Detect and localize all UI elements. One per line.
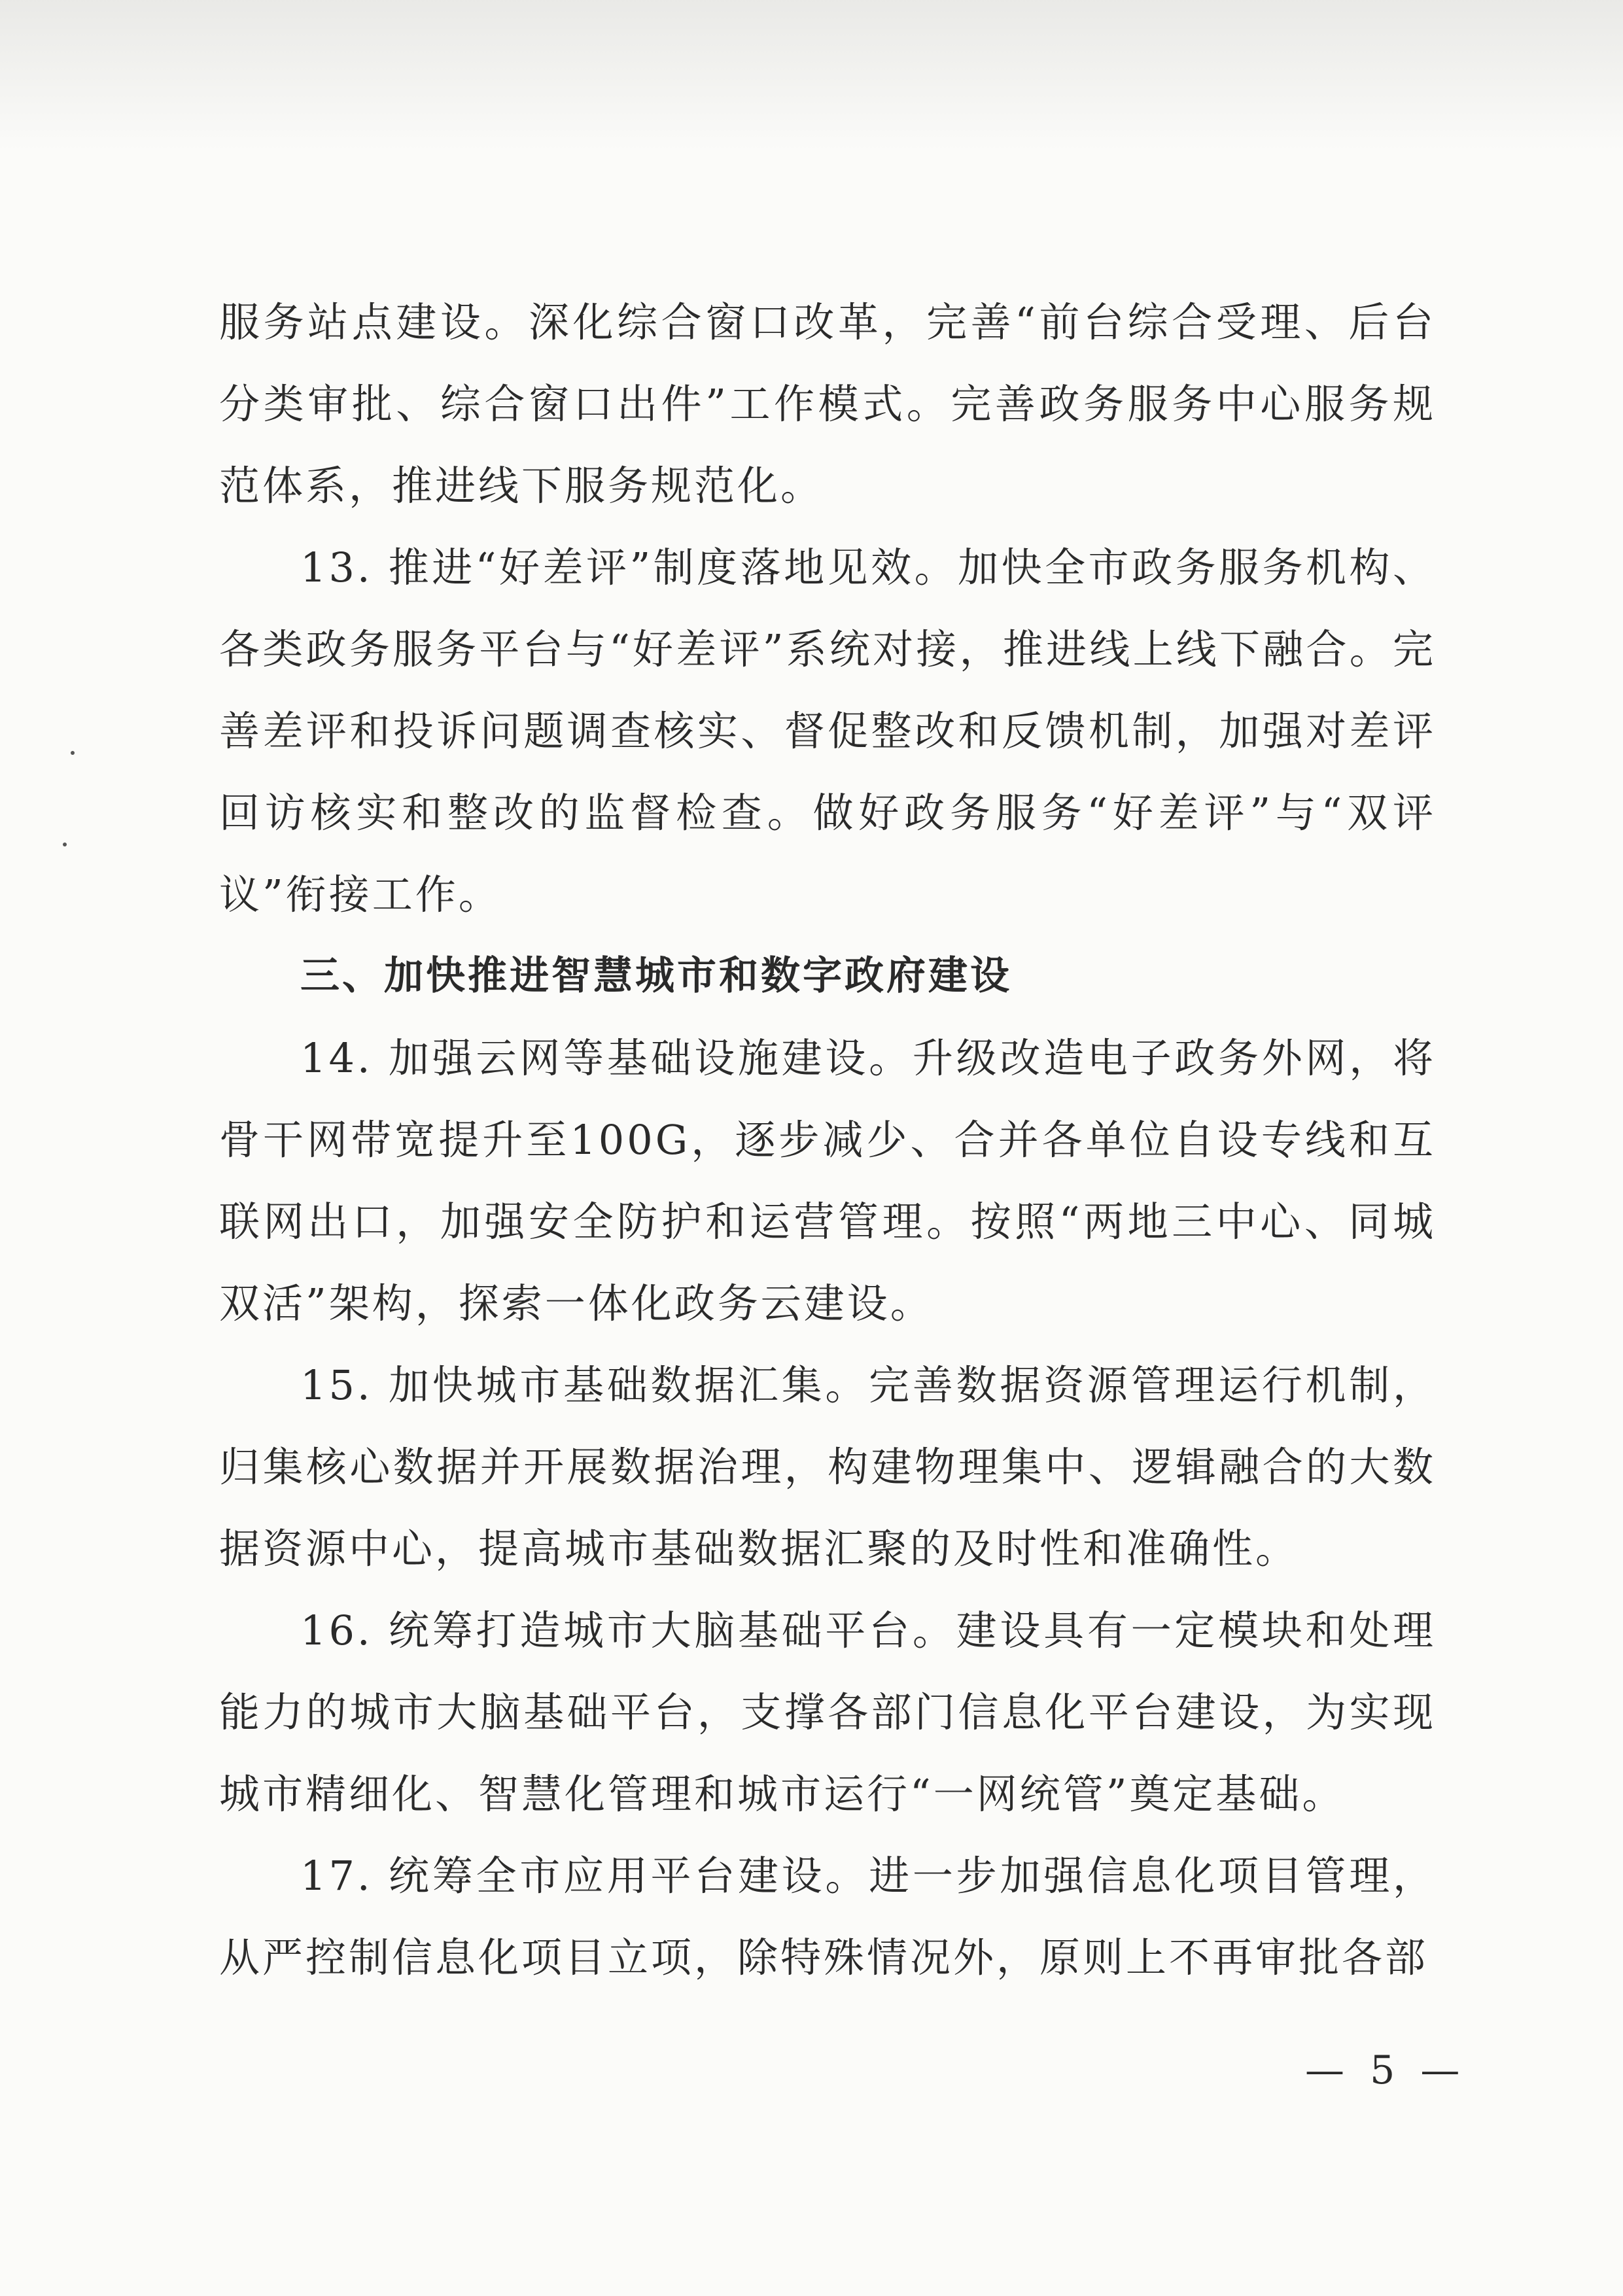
margin-dot (63, 843, 67, 846)
paragraph-item-15: 15. 加快城市基础数据汇集。完善数据资源管理运行机制，归集核心数据并开展数据治理，构建物理集中、逻辑融合的大数据资源中心，提高城市基础数据汇聚的及时性和准确性。 (219, 1361, 1436, 1573)
page-number: — 5 — (1305, 2047, 1467, 2093)
margin-dot (71, 751, 75, 755)
paragraph-continuation: 服务站点建设。深化综合窗口改革，完善“前台综合受理、后台分类审批、综合窗口出件”工作模式。完善政务服务中心服务规范体系，推进线下服务规范化。 (219, 298, 1436, 510)
scan-top-shadow (0, 0, 1623, 150)
paragraph-item-13: 13. 推进“好差评”制度落地见效。加快全市政务服务机构、各类政务服务平台与“好差评”系统对接，推进线上线下融合。完善差评和投诉问题调查核实、督促整改和反馈机制，加强对差评回访核实和整改的监督检查。做好政务服务“好差评”与“双评议”衔接工作。 (219, 544, 1436, 918)
paragraph-item-14: 14. 加强云网等基础设施建设。升级改造电子政务外网，将骨干网带宽提升至100G，逐步减少、合并各单位自设专线和互联网出口，加强安全防护和运营管理。按照“两地三中心、同城双活”架构，探索一体化政务云建设。 (219, 1034, 1436, 1327)
section-heading: 三、加快推进智慧城市和数字政府建设 (300, 953, 1012, 999)
paragraph-item-17: 17. 统筹全市应用平台建设。进一步加强信息化项目管理，从严控制信息化项目立项，除特殊情况外，原则上不再审批各部 (219, 1852, 1436, 1981)
document-body (219, 281, 1436, 1998)
paragraph-item-16: 16. 统筹打造城市大脑基础平台。建设具有一定模块和处理能力的城市大脑基础平台，支撑各部门信息化平台建设，为实现城市精细化、智慧化管理和城市运行“一网统管”奠定基础。 (219, 1607, 1436, 1818)
